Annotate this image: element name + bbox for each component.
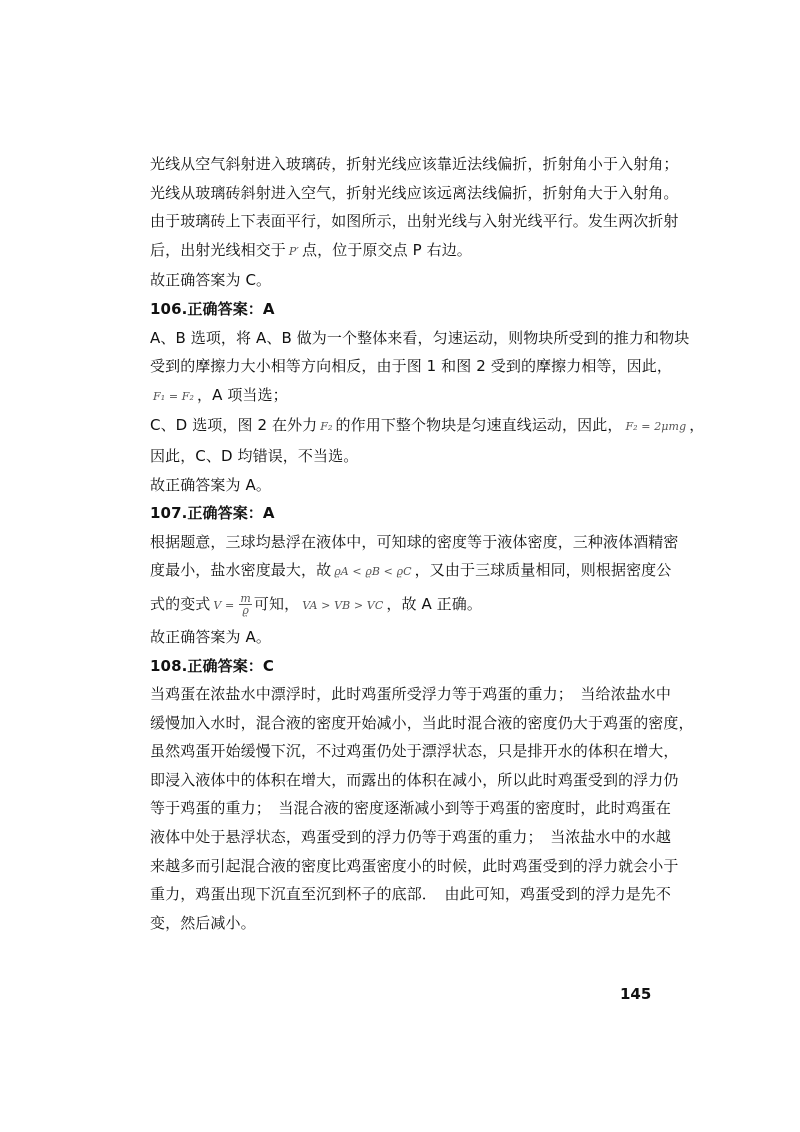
text-line: 缓慢加入水时，混合液的密度开始减小，当此时混合液的密度仍大于鸡蛋的密度， [150, 713, 694, 732]
answer-line: 故正确答案为 A。 [150, 627, 271, 646]
text-segment: 的作用下整个物块是匀速直线运动，因此， [335, 416, 623, 435]
q108-heading: 108.正确答案：C [150, 656, 275, 675]
formula-f2: F₂ [320, 420, 333, 434]
text-line: 来越多而引起混合液的密度比鸡蛋密度小的时候，此时鸡蛋受到的浮力就会小于 [150, 856, 679, 875]
text-line: 根据题意，三球均悬浮在液体中，可知球的密度等于液体密度，三种液体酒精密 [150, 532, 679, 551]
text-line: 受到的摩擦力大小相等方向相反，由于图 1 和图 2 受到的摩擦力相等，因此， [150, 357, 672, 376]
answer-line: 故正确答案为 A。 [150, 475, 271, 494]
page-content [150, 150, 705, 937]
text-line: 液体中处于悬浮状态，鸡蛋受到的浮力仍等于鸡蛋的重力； 当浓盐水中的水越 [150, 828, 672, 847]
text-segment: 后，出射光线相交于 [150, 240, 286, 259]
text-segment: 点，位于原交点 P 右边。 [302, 240, 472, 259]
text-line [150, 381, 660, 412]
text-line: 即浸入液体中的体积在增大，而露出的体积在减小，所以此时鸡蛋受到的浮力仍 [150, 770, 679, 789]
text-line [150, 587, 660, 623]
formula-f2-equals-2umg: F₂ = 2μmg [625, 420, 687, 434]
text-line [150, 236, 660, 267]
text-segment: 可知， [253, 594, 300, 613]
page-number: 145 [620, 985, 652, 1003]
fraction-denominator: ϱ [242, 603, 249, 617]
text-line: 由于玻璃砖上下表面平行，如图所示，出射光线与入射光线平行。发生两次折射 [150, 212, 679, 231]
text-line: 光线从空气斜射进入玻璃砖，折射光线应该靠近法线偏折，折射角小于入射角； [150, 155, 679, 173]
formula-density-order: ϱA < ϱB < ϱC [334, 565, 412, 579]
text-line: 变，然后减小。 [150, 913, 256, 932]
formula-volume-order: VA > VB > VC [302, 598, 384, 612]
formula-v-equals: V = [213, 598, 235, 612]
text-segment: ，A 项当选； [197, 385, 288, 404]
text-line: 重力，鸡蛋出现下沉直至沉到杯子的底部． 由此可知，鸡蛋受到的浮力是先不 [150, 885, 672, 904]
text-line [150, 411, 705, 442]
text-line: 虽然鸡蛋开始缓慢下沉，不过鸡蛋仍处于漂浮状态，只是排开水的体积在增大， [150, 742, 679, 761]
text-segment: C、D 选项，图 2 在外力 [150, 416, 318, 435]
formula-f1-equals-f2: F₁ = F₂ [153, 389, 194, 403]
text-segment: 度最小，盐水密度最大，故 [150, 561, 332, 580]
text-line: 当鸡蛋在浓盐水中漂浮时，此时鸡蛋所受浮力等于鸡蛋的重力； 当给浓盐水中 [150, 685, 672, 704]
answer-line: 故正确答案为 C。 [150, 271, 272, 290]
formula-fraction [239, 593, 252, 616]
fraction-numerator: m [240, 591, 251, 605]
text-segment: ，故 A 正确。 [386, 594, 482, 613]
text-line: 光线从玻璃砖斜射进入空气，折射光线应该远离法线偏折，折射角大于入射角。 [150, 183, 679, 202]
q107-heading: 107.正确答案：A [150, 504, 275, 523]
q106-heading: 106.正确答案：A [150, 299, 275, 318]
text-segment: 式的变式 [150, 594, 211, 613]
text-line: 因此，C、D 均错误，不当选。 [150, 446, 359, 465]
text-line [150, 556, 672, 587]
text-segment: ，又由于三球质量相同，则根据密度公 [414, 561, 672, 580]
text-line: A、B 选项，将 A、B 做为一个整体来看，匀速运动，则物块所受到的推力和物块 [150, 328, 690, 347]
formula-p-prime: P′ [288, 244, 300, 258]
text-segment: ， [689, 416, 705, 435]
text-line: 等于鸡蛋的重力； 当混合液的密度逐渐减小到等于鸡蛋的密度时，此时鸡蛋在 [150, 799, 672, 818]
